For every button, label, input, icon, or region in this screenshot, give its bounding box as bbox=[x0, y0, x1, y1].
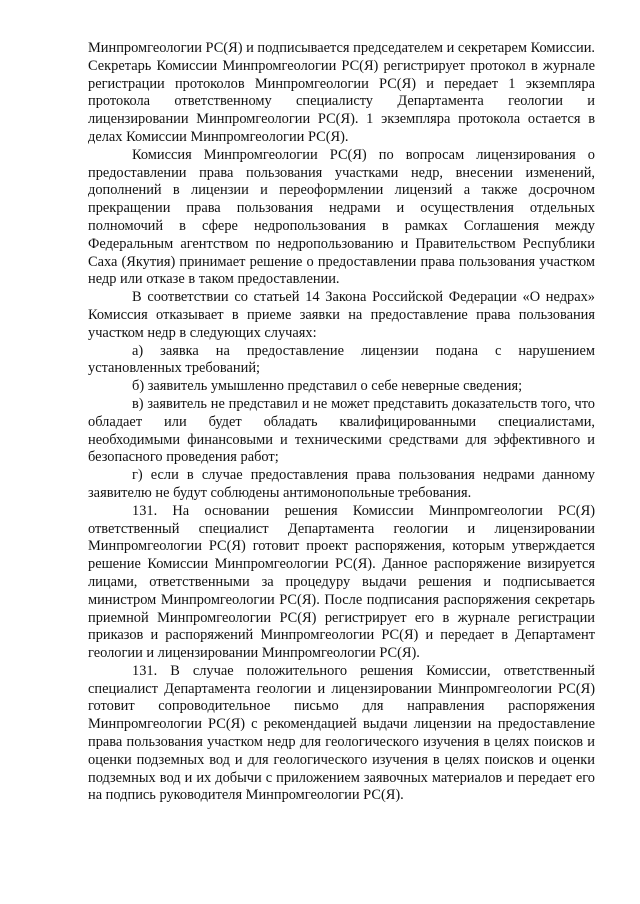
paragraph-131-order: 131. На основании решения Комиссии Минпромгеологии РС(Я) ответственный специалист Департамента геологии и лицензировании Минпромгеологии РС(Я) готовит проект распоряжения, которым утверждается решение Комиссии Минпромгеологии РС(Я). Данное распоряжение визируется лицами, ответственными за процедуру выдачи решения и подписывается министром Минпромгеологии РС(Я). После подписания распоряжения секретарь приемной Минпромгеологии РС(Я) регистрирует его в журнале регистрации приказов и распоряжений Минпромгеологии РС(Я) и передает в Департамент геологии и лицензировании Минпромгеологии РС(Я). bbox=[88, 502, 595, 662]
paragraph-commission-decision: Комиссия Минпромгеологии РС(Я) по вопросам лицензирования о предоставлении права пользования участками недр, внесении изменений, дополнений в лицензии и переоформлении лицензий а также досрочном прекращении права пользования недрами и осуществления отдельных полномочий в сфере недропользования в рамках Соглашения между Федеральным агентством по недропользованию и Правительством Республики Саха (Якутия) принимает решение о предоставлении права пользования участком недр или отказе в таком предоставлении. bbox=[88, 146, 595, 288]
paragraph-item-b: б) заявитель умышленно представил о себе неверные сведения; bbox=[132, 378, 523, 395]
document-page bbox=[88, 40, 595, 805]
paragraph-item-a: а) заявка на предоставление лицензии подана с нарушением установленных требований; bbox=[88, 342, 595, 377]
paragraph-item-v: в) заявитель не представил и не может представить доказательств того, что обладает или будет обладать квалифицированными специалистами, необходимыми финансовыми и техническими средствами для эффективного и безопасного проведения работ; bbox=[88, 395, 595, 466]
paragraph-protocol-registration: Минпромгеологии РС(Я) и подписывается председателем и секретарем Комиссии. Секретарь Комиссии Минпромгеологии РС(Я) регистрирует протокол в журнале регистрации протоколов Минпромгеологии РС(Я) и передает 1 экземпляра протокола ответственному специалисту Департамента геологии и лицензировании Минпромгеологии РС(Я). 1 экземпляра протокола остается в делах Комиссии Минпромгеологии РС(Я). bbox=[88, 40, 595, 145]
paragraph-131-positive-decision: 131. В случае положительного решения Комиссии, ответственный специалист Департамента геологии и лицензировании Минпромгеологии РС(Я) готовит сопроводительное письмо для направления распоряжения Минпромгеологии РС(Я) с рекомендацией выдачи лицензии на предоставление права пользования участком недр для геологического изучения в целях поисков и оценки подземных вод и для геологического изучения в целях поисков и оценки подземных вод и их добычи с приложением заявочных материалов и передает его на подпись руководителя Минпромгеологии РС(Я). bbox=[88, 662, 595, 804]
paragraph-refusal-grounds: В соответствии со статьей 14 Закона Российской Федерации «О недрах» Комиссия отказывает в приеме заявки на предоставление права пользования участком недр в следующих случаях: bbox=[88, 289, 595, 341]
paragraph-item-g: г) если в случае предоставления права пользования недрами данному заявителю не будут соблюдены антимонопольные требования. bbox=[88, 467, 595, 501]
